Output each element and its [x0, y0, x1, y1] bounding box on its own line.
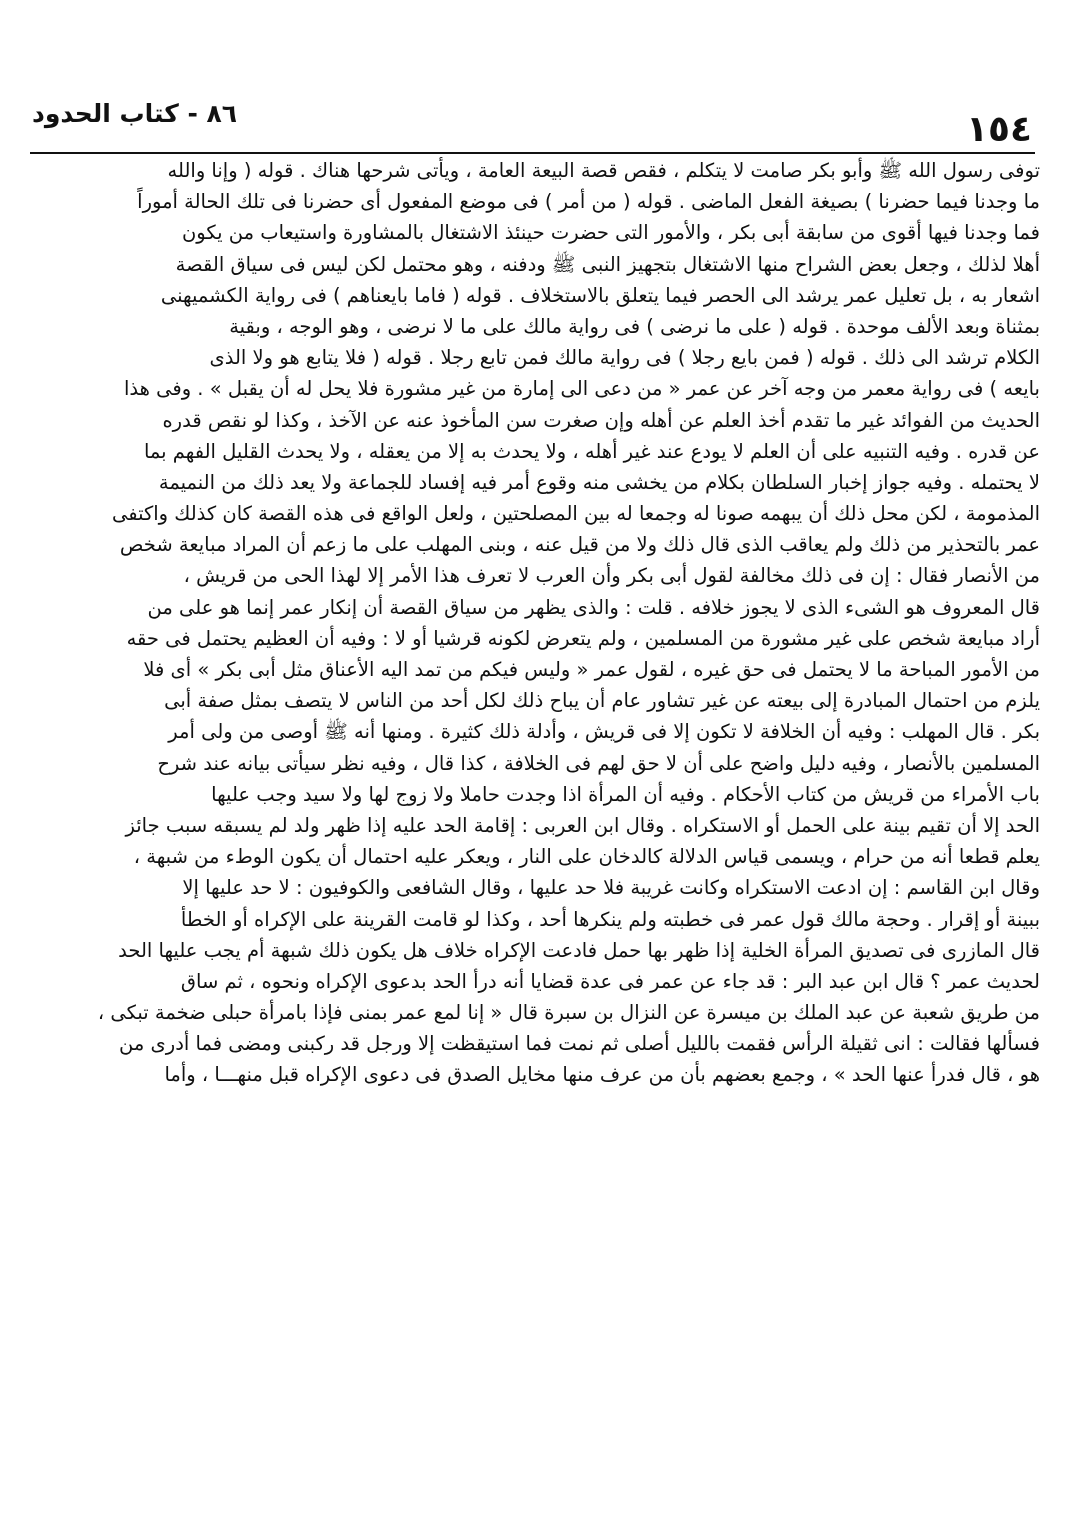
text-line: يعلم قطعا أنه من حرام ، ويسمى قياس الدلالة كالدخان على النار ، ويعكر عليه احتمال أن يكون الوطء من شبهة ،: [133, 845, 1040, 869]
text-line: بايعه ) فى رواية معمر من وجه آخر عن عمر « من دعى الى إمارة من غير مشورة فلا يحل له أن يقبل » . وفى هذا: [123, 377, 1040, 401]
text-line: لا يحتمله . وفيه جواز إخبار السلطان بكلام من يخشى منه وقوع أمر فيه إفساد للجماعة ولا يعد ذلك من النميمة: [158, 470, 1040, 494]
text-line: فما وجدنا فيها أقوى من سابقة أبى بكر ، والأمور التى حضرت حينئذ الاشتغال بالمشاورة واستيعاب من يكون: [181, 221, 1040, 245]
text-line: لحديث عمر ؟ قال ابن عبد البر : قد جاء عن عمر فى عدة قضايا أنه درأ الحد بدعوى الإكراه ونحوه ، ثم ساق: [180, 969, 1040, 993]
text-line: اشعار به ، بل تعليل عمر يرشد الى الحصر فيما يتعلق بالاستخلاف . قوله ( فاما بايعناهم ) فى رواية الكشميهنى: [160, 283, 1040, 307]
header-rule: [30, 152, 1035, 154]
text-line: الحد إلا أن تقيم بينة على الحمل أو الاستكراه . وقال ابن العربى : إقامة الحد عليه إذا ظهر ولد لم يسبقه سبب جائز: [125, 813, 1040, 837]
text-line: يلزم من احتمال المبادرة إلى بيعته عن غير تشاور عام أن يباح ذلك لكل أحد من الناس لا يتصف بمثل صفة أبى: [164, 689, 1040, 713]
body-text: [20, 155, 1040, 1445]
page-header: [32, 82, 1032, 152]
text-line: الكلام ترشد الى ذلك . قوله ( فمن بايع رجلا ) فى رواية مالك فمن تابع رجلا . قوله ( فلا يتابع هو ولا الذى: [209, 346, 1040, 370]
text-line: عن قدره . وفيه التنبيه على أن العلم لا يودع عند غير أهله ، ولا يحدث به إلا من يعقله ، ولا يحدث القليل الفهم بما: [143, 439, 1040, 463]
text-line: توفى رسول الله ﷺ وأبو بكر صامت لا يتكلم ، فقص قصة البيعة العامة ، ويأتى شرحها هناك . قوله ( وإنا والله: [167, 159, 1040, 182]
text-line: أراد مبايعة شخص على غير مشورة من المسلمين ، ولم يتعرض لكونه قرشيا أو لا : وفيه أن العظيم يحتمل فى حقه: [126, 626, 1040, 650]
running-title: ٨٦ - كتاب الحدود: [32, 99, 238, 128]
text-line: فسألها فقالت : انى ثقيلة الرأس فقمت بالليل أصلى ثم نمت فما استيقظت إلا ورجل قد ركبنى ومضى فما أدرى من: [119, 1032, 1040, 1056]
text-line: باب الأمراء من قريش من كتاب الأحكام . وفيه أن المرأة اذا وجدت حاملا ولا زوج لها ولا سيد وجب عليها: [211, 782, 1040, 806]
text-line: قال المازرى فى تصديق المرأة الخلية إذا ظهر بها حمل فادعت الإكراه خلاف هل يكون ذلك شبهة أم يجب عليها الحد: [118, 938, 1040, 962]
text-line: من طريق شعبة عن عبد الملك بن ميسرة عن النزال بن سبرة قال « إنا لمع عمر بمنى فإذا بامرأة حبلى ضخمة تبكى ،: [97, 1001, 1040, 1025]
text-line: المسلمين بالأنصار ، وفيه دليل واضح على أن لا حق لهم فى الخلافة ، كذا قال ، وفيه نظر سيأتى بيانه عند شرح: [157, 751, 1040, 775]
text-line: ببينة أو إقرار . وحجة مالك قول عمر فى خطبته ولم ينكرها أحد ، وكذا لو قامت القرينة على الإكراه أو الخطأ: [180, 907, 1040, 931]
text-line: من الأمور المباحة ما لا يحتمل فى حق غيره ، لقول عمر « وليس فيكم من تمد اليه الأعناق مثل أبى بكر » أى فلا: [143, 658, 1040, 681]
text-line: الحديث من الفوائد غير ما تقدم أخذ العلم عن أهله وإن صغرت سن المأخوذ عنه عن الآخذ ، وكذا لو نقص قدره: [162, 408, 1040, 432]
text-line: قال المعروف هو الشىء الذى لا يجوز خلافه . قلت : والذى يظهر من سياق القصة أن إنكار عمر إنما هو على من: [147, 595, 1040, 619]
text-line: وقال ابن القاسم : إن ادعت الاستكراه وكانت غريبة فلا حد عليها ، وقال الشافعى والكوفيون : لا حد عليها إلا: [182, 876, 1040, 900]
text-line: أهلا لذلك ، وجعل بعض الشراح منها الاشتغال بتجهيز النبى ﷺ ودفنه ، وهو محتمل لكن ليس فى سياق القصة: [175, 252, 1040, 276]
page-number: ١٥٤: [966, 109, 1032, 150]
text-line: عمر بالتحذير من ذلك ولم يعاقب الذى قال ذلك ولا من قيل عنه ، وبنى المهلب على ما زعم أن المراد مبايعة شخص: [119, 533, 1040, 557]
text-line: المذمومة ، لكن محل ذلك أن يبهمه صونا له وجمعا له بين المصلحتين ، ولعل الواقع فى هذه القصة كان كذلك واكتفى: [111, 502, 1040, 526]
text-line: بمثناة وبعد الألف موحدة . قوله ( على ما نرضى ) فى رواية مالك على ما لا نرضى ، وهو الوجه ، وبقية: [229, 314, 1040, 338]
text-line: من الأنصار فقال : إن فى ذلك مخالفة لقول أبى بكر وأن العرب لا تعرف هذا الأمر إلا لهذا الحى من قريش ،: [183, 564, 1040, 588]
text-line: هو ، قال فدرأ عنها الحد » ، وجمع بعضهم بأن من عرف منها مخايل الصدق فى دعوى الإكراه قبل منهـــا ، وأما: [164, 1063, 1040, 1087]
text-line: بكر . قال المهلب : وفيه أن الخلافة لا تكون إلا فى قريش ، وأدلة ذلك كثيرة . ومنها أنه ﷺ أوصى من ولى أمر: [168, 720, 1040, 744]
text-line: ما وجدنا فيما حضرنا ) بصيغة الفعل الماضى . قوله ( من أمر ) فى موضع المفعول أى حضرنا فى تلك الحالة أموراً: [137, 190, 1040, 214]
